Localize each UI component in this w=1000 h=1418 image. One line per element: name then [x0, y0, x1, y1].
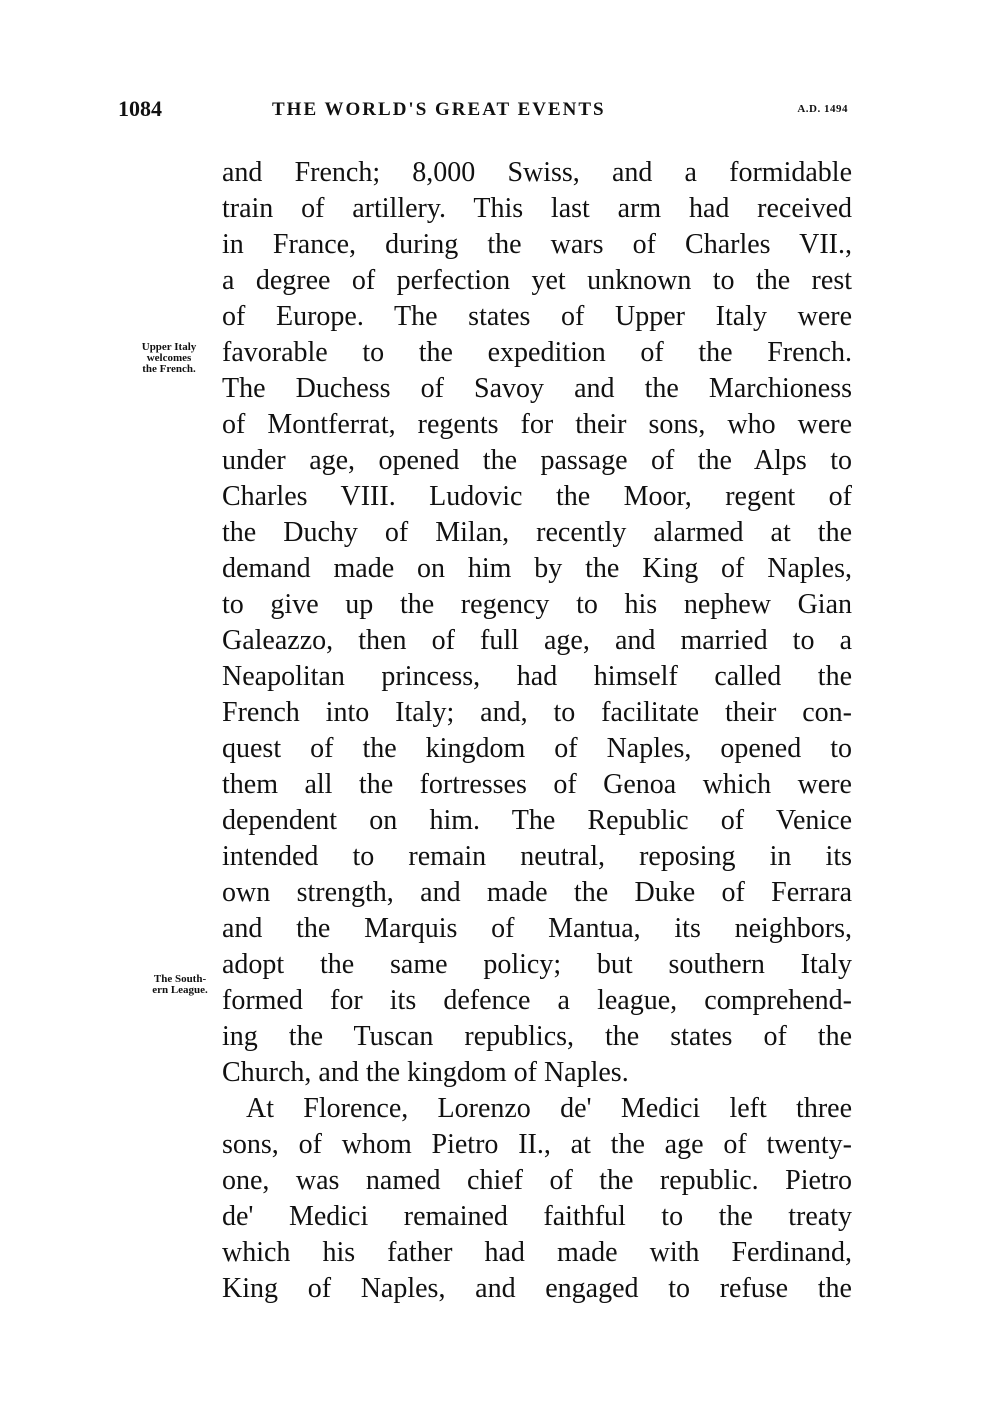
sidenote-line: ern League. — [152, 984, 208, 996]
text-line: Charles VIII. Ludovic the Moor, regent of — [222, 481, 852, 512]
text-line: The Duchess of Savoy and the Marchioness — [222, 373, 852, 404]
text-line: favorable to the expedition of the French. — [222, 337, 852, 368]
text-line: one, was named chief of the republic. Pietro — [222, 1165, 852, 1196]
text-line: ing the Tuscan republics, the states of the — [222, 1021, 852, 1052]
text-line: a degree of perfection yet unknown to the rest — [222, 265, 852, 296]
sidenote-line: The South- — [153, 973, 207, 985]
text-line: under age, opened the passage of the Alps to — [222, 445, 852, 476]
sidenote-line: Upper Italy — [141, 341, 197, 353]
text-line: of Europe. The states of Upper Italy were — [222, 301, 852, 332]
text-line: Galeazzo, then of full age, and married to a — [222, 625, 852, 656]
text-line: dependent on him. The Republic of Venice — [222, 805, 852, 836]
text-line: At Florence, Lorenzo de' Medici left three — [246, 1093, 852, 1124]
text-line: own strength, and made the Duke of Ferrara — [222, 877, 852, 908]
text-line: Neapolitan princess, had himself called the — [222, 661, 852, 692]
body-text — [222, 155, 852, 1307]
text-line: de' Medici remained faithful to the treaty — [222, 1201, 852, 1232]
text-line: formed for its defence a league, comprehend- — [222, 985, 852, 1016]
text-line: and French; 8,000 Swiss, and a formidable — [222, 157, 852, 188]
page-number: 1084 — [118, 96, 162, 121]
text-line: French into Italy; and, to facilitate their con- — [222, 697, 852, 728]
sidenote-southern-league — [128, 974, 232, 996]
running-title: THE WORLD'S GREAT EVENTS — [272, 99, 606, 120]
text-line: of Montferrat, regents for their sons, who were — [222, 409, 852, 440]
text-line: them all the fortresses of Genoa which were — [222, 769, 852, 800]
text-line: quest of the kingdom of Naples, opened to — [222, 733, 852, 764]
paragraph — [222, 155, 852, 1091]
text-line: to give up the regency to his nephew Gian — [222, 589, 852, 620]
text-line: Church, and the kingdom of Naples. — [222, 1057, 629, 1088]
paragraph — [222, 1091, 852, 1307]
text-line: the Duchy of Milan, recently alarmed at the — [222, 517, 852, 548]
text-line: and the Marquis of Mantua, its neighbors, — [222, 913, 852, 944]
text-line: sons, of whom Pietro II., at the age of twenty- — [222, 1129, 852, 1160]
running-head — [118, 96, 848, 126]
text-line: in France, during the wars of Charles VII., — [222, 229, 852, 260]
running-date: A.D. 1494 — [797, 103, 848, 115]
text-line: adopt the same policy; but southern Italy — [222, 949, 852, 980]
text-line: which his father had made with Ferdinand, — [222, 1237, 852, 1268]
sidenote-line: the French. — [142, 363, 196, 375]
sidenote-line: welcomes — [146, 352, 192, 364]
text-line: train of artillery. This last arm had received — [222, 193, 852, 224]
sidenote-upper-italy — [116, 342, 222, 375]
text-line: intended to remain neutral, reposing in its — [222, 841, 852, 872]
text-line: demand made on him by the King of Naples, — [222, 553, 852, 584]
text-line: King of Naples, and engaged to refuse the — [222, 1273, 852, 1304]
